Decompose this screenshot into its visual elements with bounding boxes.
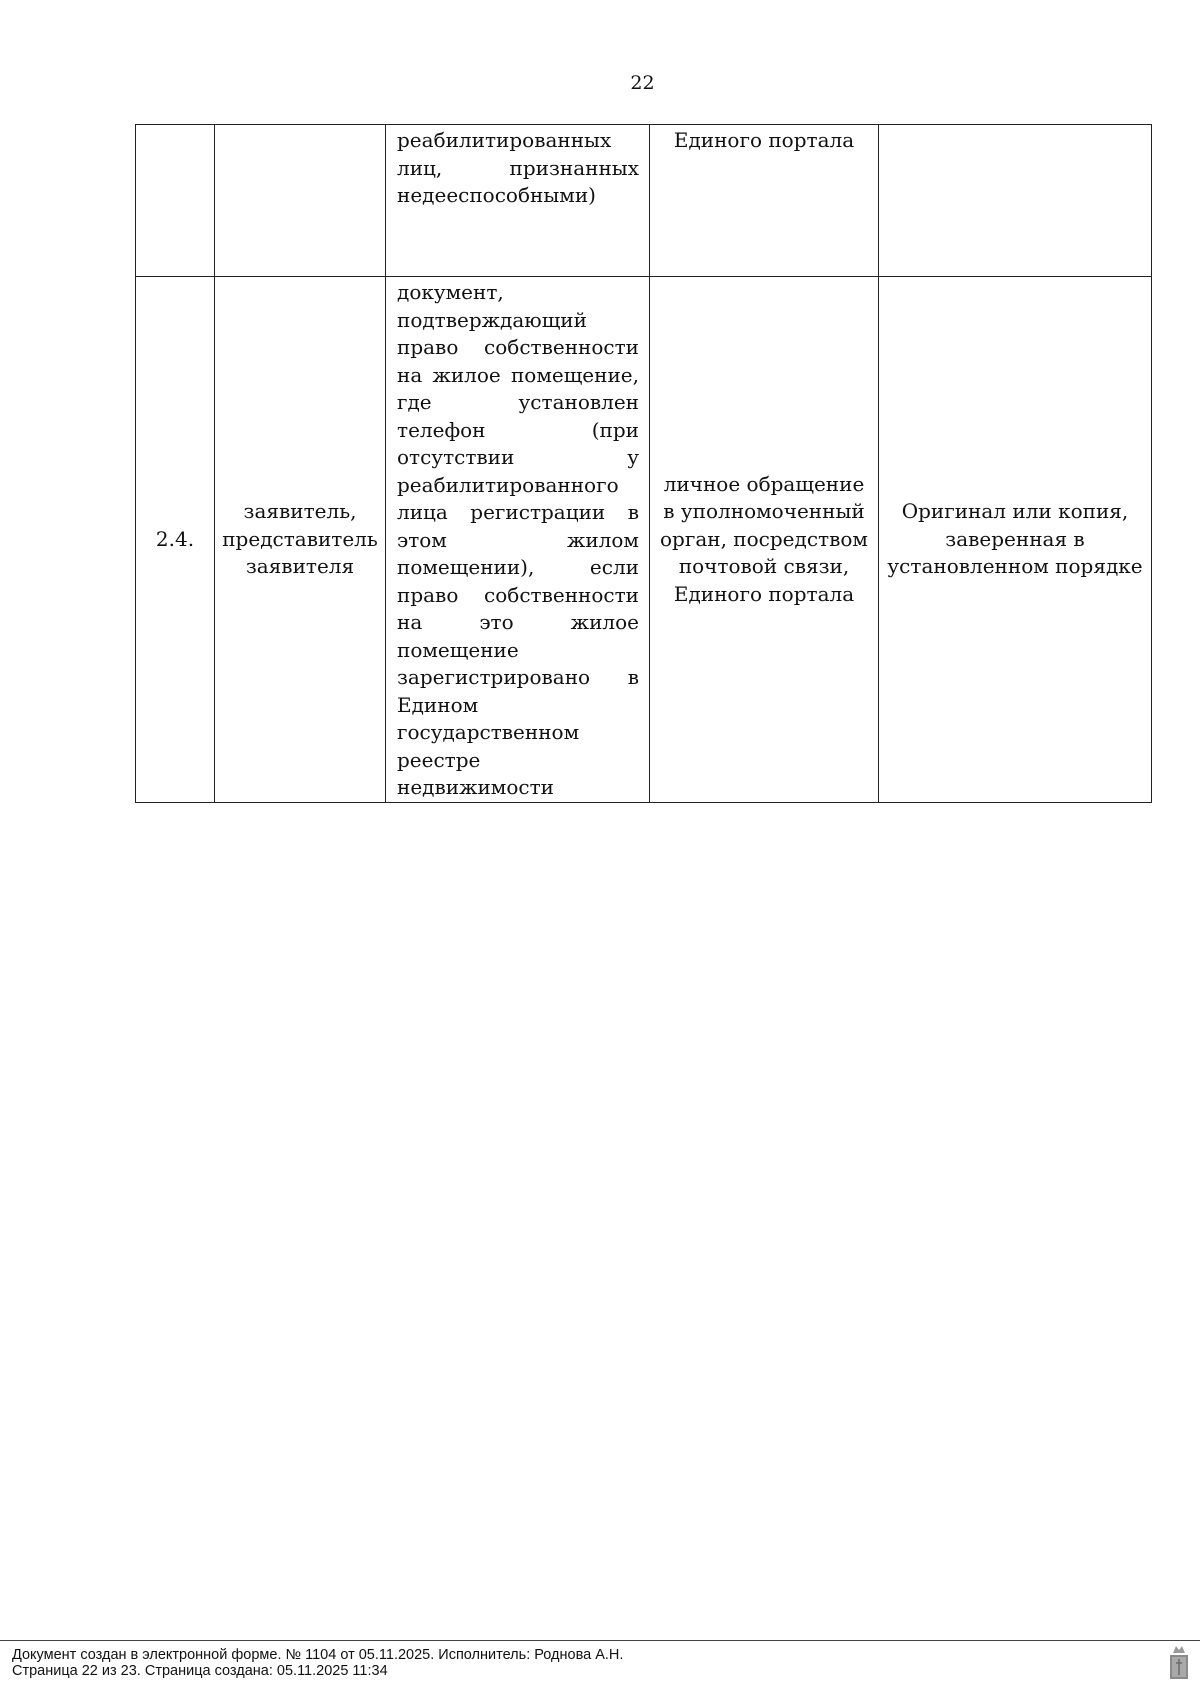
text-line: личное обращение	[663, 471, 865, 496]
text-line: Едином	[397, 692, 479, 717]
text-line: право собственности	[397, 582, 639, 607]
row-number-cell	[136, 125, 215, 277]
applicant-text	[215, 498, 385, 581]
text-line: этом жилом	[397, 527, 639, 552]
requirements-table	[135, 124, 1152, 803]
coat-of-arms-icon	[1168, 1643, 1190, 1681]
text-line: где установлен	[397, 390, 639, 414]
document-text	[386, 125, 649, 210]
text-line: реабилитированного	[397, 472, 619, 497]
text-line: почтовой связи,	[678, 554, 850, 578]
text-line: помещении), если	[397, 555, 639, 579]
text-line: зарегистрировано в	[397, 665, 639, 689]
text-line: заверенная в	[945, 526, 1085, 551]
text-line: документ,	[397, 280, 504, 304]
document-cell	[386, 277, 650, 803]
text-line: установленном порядке	[887, 554, 1143, 578]
submission-text: Единого портала	[673, 128, 855, 152]
form-text	[879, 498, 1151, 581]
table-row	[136, 125, 1152, 277]
text-line: подтверждающий	[397, 307, 587, 332]
text-line: недееспособными)	[397, 183, 596, 207]
text-line: Единого портала	[673, 581, 855, 606]
form-cell	[879, 125, 1152, 277]
text-line: заявителя	[245, 554, 355, 578]
text-line: реабилитированных	[397, 128, 612, 152]
submission-cell	[650, 277, 879, 803]
text-line: Оригинал или копия,	[901, 499, 1129, 523]
footer-line-2: Страница 22 из 23. Страница создана: 05.11.2025 11:34	[12, 1663, 388, 1679]
applicant-cell	[215, 125, 386, 277]
submission-cell	[650, 125, 879, 277]
document-cell	[386, 125, 650, 277]
text-line: орган, посредством	[660, 526, 868, 551]
footer-divider	[0, 1640, 1200, 1641]
row-number: 2.4.	[155, 526, 195, 551]
applicant-cell	[215, 277, 386, 803]
footer-line-1: Документ создан в электронной форме. № 1104 от 05.11.2025. Исполнитель: Роднова А.Н.	[12, 1647, 624, 1663]
text-line: лица регистрации в	[397, 500, 639, 524]
footer	[12, 1647, 623, 1679]
submission-text	[650, 471, 878, 609]
text-line: помещение	[397, 637, 519, 662]
text-line: на это жилое	[397, 610, 639, 634]
text-line: лиц, признанных	[397, 155, 639, 180]
row-number-cell	[136, 277, 215, 803]
text-line: отсутствии у	[397, 445, 639, 469]
text-line: на жилое помещение,	[397, 362, 639, 387]
table-row	[136, 277, 1152, 803]
text-line: заявитель,	[243, 499, 357, 523]
document-text	[386, 277, 649, 802]
text-line: в уполномоченный	[663, 499, 865, 523]
text-line: реестре недвижимости	[397, 747, 554, 799]
page-number: 22	[630, 72, 655, 94]
text-line: телефон (при	[397, 417, 639, 442]
text-line: государственном	[397, 720, 580, 744]
text-line: представитель	[222, 526, 378, 551]
form-cell	[879, 277, 1152, 803]
text-line: право собственности	[397, 335, 639, 359]
